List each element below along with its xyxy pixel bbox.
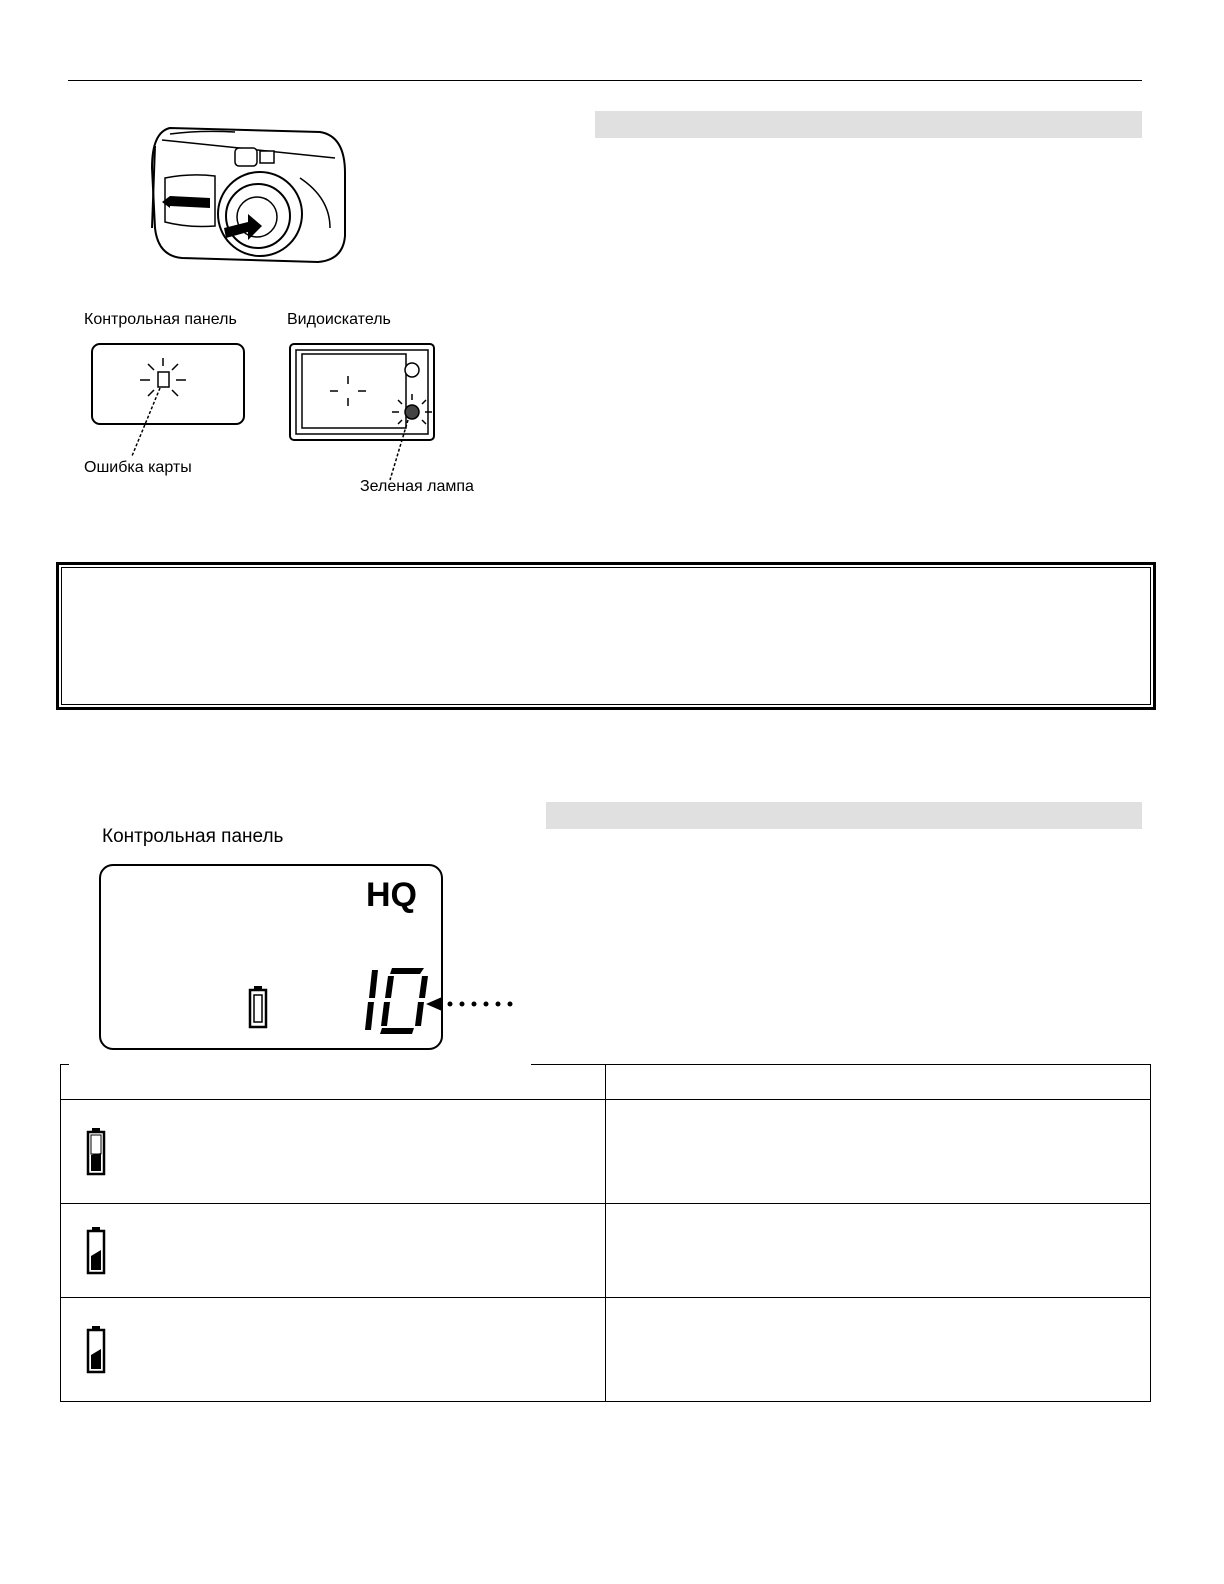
- viewfinder-label: Видоискатель: [287, 311, 391, 328]
- table-row: [61, 1204, 1151, 1298]
- table-header-row: [61, 1065, 1151, 1100]
- battery-full-icon: [85, 1127, 107, 1177]
- table-cell-icon: [61, 1298, 606, 1402]
- table-cell-description: [606, 1298, 1151, 1402]
- camera-illustration: [140, 118, 360, 268]
- table-row: [61, 1298, 1151, 1402]
- table-row: [61, 1100, 1151, 1204]
- table-cell-description: [606, 1100, 1151, 1204]
- table-cell-icon: [61, 1100, 606, 1204]
- battery-half-icon: [85, 1226, 107, 1276]
- note-box: [56, 562, 1156, 710]
- counter-pointer-arrow: [426, 992, 518, 1016]
- lcd-frame-counter: [0, 0, 1, 1]
- table-header-cell: [606, 1065, 1151, 1100]
- control-panel-label-2: Контрольная панель: [102, 826, 284, 847]
- green-lamp-label: Зеленая лампа: [360, 478, 474, 495]
- lcd-frame-counter-glyph: [354, 966, 430, 1036]
- note-box-inner-border: [61, 567, 1151, 705]
- lcd-battery-icon: [247, 984, 269, 1030]
- top-rule: [68, 80, 1142, 81]
- control-panel-label: Контрольная панель: [84, 311, 237, 328]
- section-heading-bar-1: [595, 111, 1142, 138]
- table-header-cell: [61, 1065, 606, 1100]
- table-cell-icon: [61, 1204, 606, 1298]
- table-cell-description: [606, 1204, 1151, 1298]
- battery-half-icon: [85, 1325, 107, 1375]
- table-border-gap: [69, 1062, 531, 1066]
- viewfinder-diagram: [286, 340, 446, 490]
- card-error-label: Ошибка карты: [84, 459, 192, 476]
- lcd-quality-mode: HQ: [366, 876, 417, 914]
- battery-status-table: [60, 1064, 1151, 1402]
- section-heading-bar-2: [546, 802, 1142, 829]
